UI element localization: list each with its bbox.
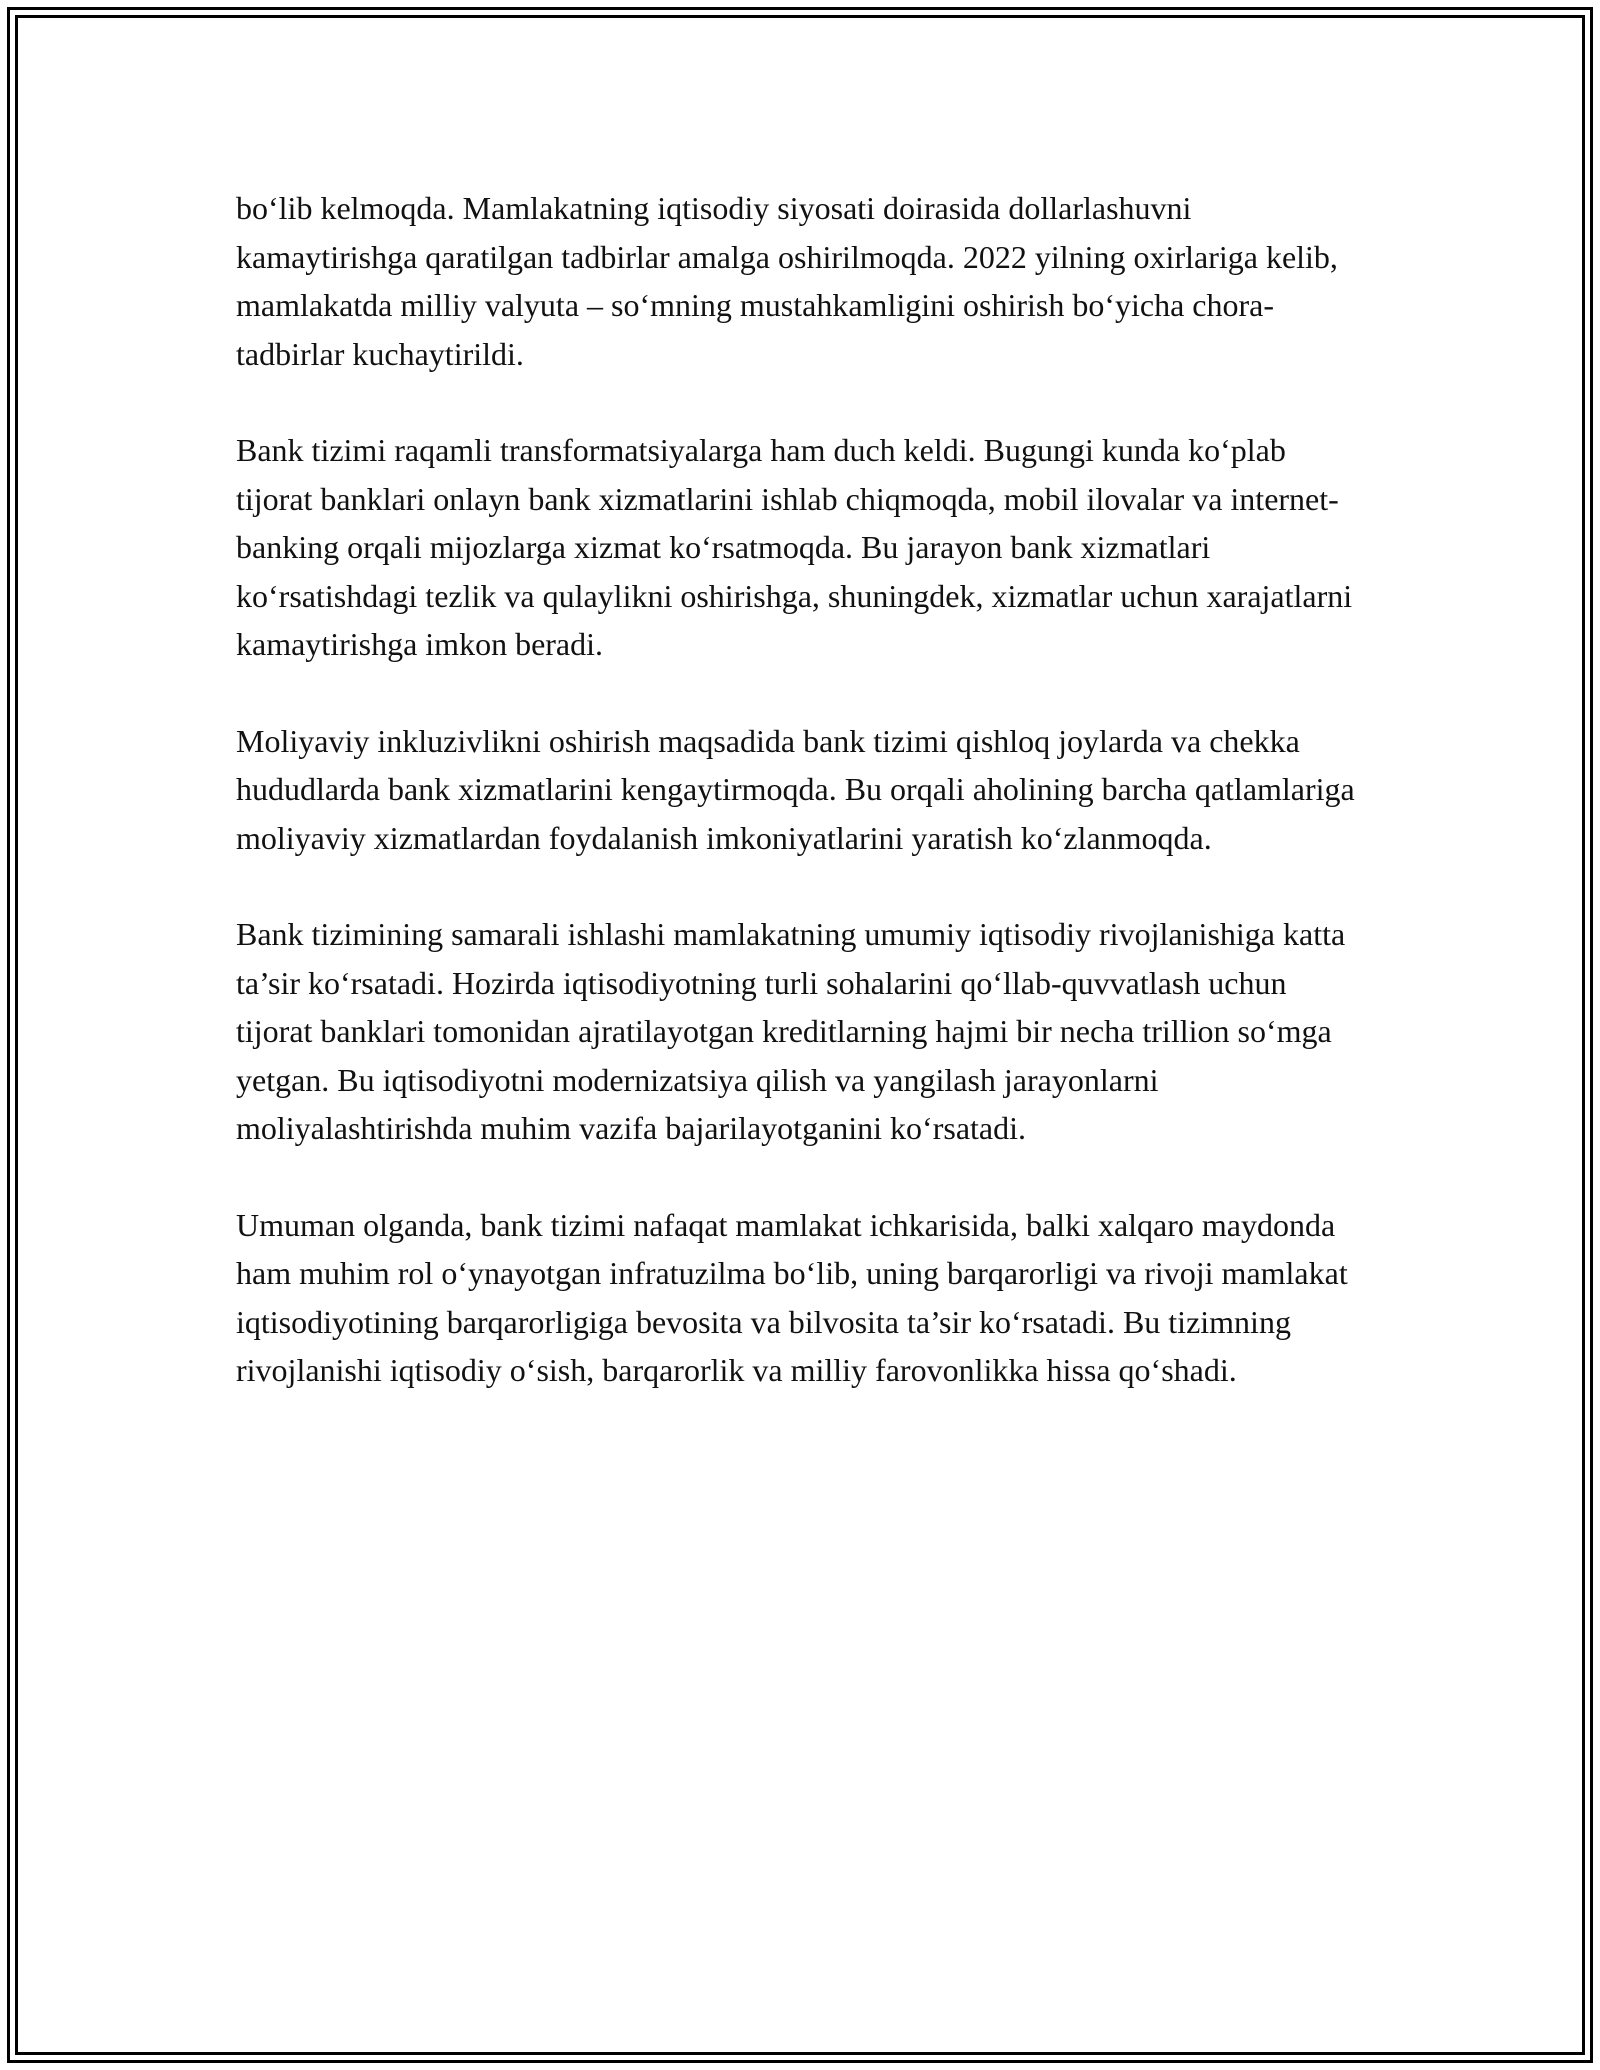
paragraph-digital-transformation: Bank tizimi raqamli transformatsiyalarga ham duch keldi. Bugungi kunda ko‘plab tijorat banklari onlayn bank xizmatlarini ishlab chiqmoqda, mobil ilovalar va internet-banking orqali mijozlarga xizmat ko‘rsatmoqda. Bu jarayon bank xizmatlari ko‘rsatishdagi tezlik va qulaylikni oshirishga, shuningdek, xizmatlar uchun xarajatlarni kamaytirishga imkon beradi.	[236, 432, 1353, 662]
paragraph-economic-impact: Bank tizimining samarali ishlashi mamlakatning umumiy iqtisodiy rivojlanishiga katta ta’sir ko‘rsatadi. Hozirda iqtisodiyotning turli sohalarini qo‘llab-quvvatlash uchun tijorat banklari tomonidan ajratilayotgan kreditlarning hajmi bir necha trillion so‘mga yetgan. Bu iqtisodiyotni modernizatsiya qilish va yangilash jarayonlarni moliyalashtirishda muhim vazifa bajarilayotganini ko‘rsatadi.	[236, 916, 1346, 1146]
paragraph-conclusion: Umuman olganda, bank tizimi nafaqat mamlakat ichkarisida, balki xalqaro maydonda ham muhim rol o‘ynayotgan infratuzilma bo‘lib, uning barqarorligi va rivoji mamlakat iqtisodiyotining barqarorligiga bevosita va bilvosita ta’sir ko‘rsatadi. Bu tizimning rivojlanishi iqtisodiy o‘sish, barqarorlik va milliy farovonlikka hissa qo‘shadi.	[236, 1206, 1348, 1388]
document-body	[236, 184, 1366, 1443]
paragraph-dollarization: bo‘lib kelmoqda. Mamlakatning iqtisodiy siyosati doirasida dollarlashuvni kamaytirishga qaratilgan tadbirlar amalga oshirilmoqda. 2022 yilning oxirlariga kelib, mamlakatda milliy valyuta – so‘mning mustahkamligini oshirish bo‘yicha chora-tadbirlar kuchaytirildi.	[236, 190, 1338, 372]
paragraph-financial-inclusion: Moliyaviy inkluzivlikni oshirish maqsadida bank tizimi qishloq joylarda va chekka hududlarda bank xizmatlarini kengaytirmoqda. Bu orqali aholining barcha qatlamlariga moliyaviy xizmatlardan foydalanish imkoniyatlarini yaratish ko‘zlanmoqda.	[236, 722, 1355, 856]
